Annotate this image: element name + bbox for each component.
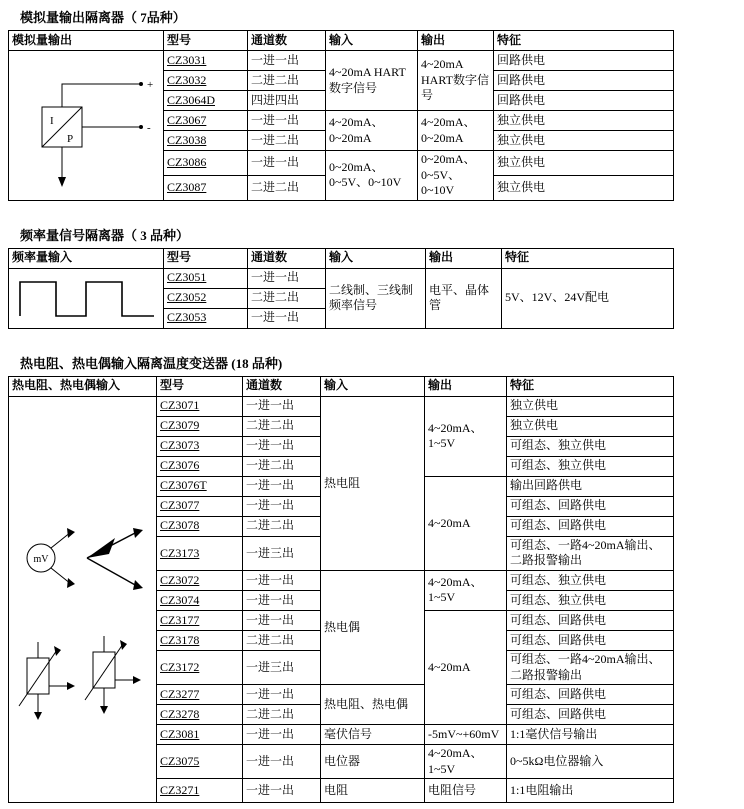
channels-cell: 二进二出 xyxy=(243,516,321,536)
t3-diagram-cell xyxy=(9,396,157,803)
model-link[interactable]: CZ3076 xyxy=(160,458,200,473)
t2-diagram-cell xyxy=(9,268,164,328)
channels-cell: 一进一出 xyxy=(243,496,321,516)
output-cell: 4~20mA xyxy=(425,476,507,570)
model-link[interactable]: CZ3081 xyxy=(160,726,200,741)
channels-cell: 一进一出 xyxy=(243,476,321,496)
model-cell xyxy=(157,536,243,570)
model-cell xyxy=(157,456,243,476)
channels-cell: 二进二出 xyxy=(248,175,326,200)
channels-cell: 二进二出 xyxy=(248,71,326,91)
model-cell xyxy=(157,630,243,650)
model-link[interactable]: CZ3277 xyxy=(160,686,200,701)
channels-cell: 一进一出 xyxy=(248,111,326,131)
model-cell xyxy=(164,71,248,91)
model-link[interactable]: CZ3031 xyxy=(167,52,207,67)
model-link[interactable]: CZ3079 xyxy=(160,418,200,433)
channels-cell: 二进二出 xyxy=(243,630,321,650)
t3-header-input: 输入 xyxy=(321,376,425,396)
frequency-table-title: 频率量信号隔离器（ 3 品种） xyxy=(20,227,190,243)
channels-cell: 一进一出 xyxy=(243,745,321,779)
output-cell: 4~20mA、1~5V xyxy=(425,570,507,610)
output-cell: 4~20mA、1~5V xyxy=(425,396,507,476)
ip-converter-diagram-icon xyxy=(12,57,160,193)
model-cell xyxy=(157,570,243,590)
temperature-transmitter-table-title: 热电阻、热电偶输入隔离温度变送器 (18 品种) xyxy=(20,355,283,371)
channels-cell: 一进一出 xyxy=(243,610,321,630)
model-cell xyxy=(157,610,243,630)
model-link[interactable]: CZ3173 xyxy=(160,545,200,560)
feature-cell: 可组态、回路供电 xyxy=(507,516,674,536)
output-cell: 4~20mA xyxy=(425,610,507,724)
feature-cell: 可组态、回路供电 xyxy=(507,496,674,516)
t1-header-col1: 模拟量输出 xyxy=(9,31,164,51)
t3-header-model: 型号 xyxy=(157,376,243,396)
channels-cell: 一进一出 xyxy=(243,725,321,745)
t2-header-col1: 频率量输入 xyxy=(9,248,164,268)
t3-header-feature: 特征 xyxy=(507,376,674,396)
frequency-signal-table xyxy=(8,248,674,329)
t2-header-channels: 通道数 xyxy=(248,248,326,268)
feature-cell: 1:1电阻输出 xyxy=(507,779,674,803)
feature-cell: 独立供电 xyxy=(507,396,674,416)
model-cell xyxy=(157,396,243,416)
input-cell: 热电阻、热电偶 xyxy=(321,685,425,725)
table-header-row xyxy=(9,248,674,268)
t2-header-model: 型号 xyxy=(164,248,248,268)
feature-cell: 1:1毫伏信号输出 xyxy=(507,725,674,745)
t1-diagram-cell xyxy=(9,51,164,201)
feature-cell: 独立供电 xyxy=(494,175,674,200)
feature-cell: 可组态、回路供电 xyxy=(507,610,674,630)
table-header-row xyxy=(9,376,674,396)
channels-cell: 一进一出 xyxy=(243,590,321,610)
model-cell xyxy=(157,650,243,684)
model-link[interactable]: CZ3076T xyxy=(160,478,207,493)
model-cell xyxy=(164,175,248,200)
input-cell: 电阻 xyxy=(321,779,425,803)
model-link[interactable]: CZ3053 xyxy=(167,310,207,325)
model-cell xyxy=(157,685,243,705)
model-cell xyxy=(164,91,248,111)
channels-cell: 一进一出 xyxy=(243,685,321,705)
feature-cell: 独立供电 xyxy=(494,151,674,176)
input-cell: 0~20mA、0~5V、0~10V xyxy=(326,151,418,201)
channels-cell: 一进二出 xyxy=(248,131,326,151)
model-link[interactable]: CZ3077 xyxy=(160,498,200,513)
model-link[interactable]: CZ3278 xyxy=(160,706,200,721)
output-cell: 电平、晶体管 xyxy=(426,268,502,328)
t1-header-input: 输入 xyxy=(326,31,418,51)
model-cell xyxy=(164,131,248,151)
input-cell: 二线制、三线制频率信号 xyxy=(326,268,426,328)
channels-cell: 一进一出 xyxy=(243,436,321,456)
output-cell: -5mV~+60mV xyxy=(425,725,507,745)
channels-cell: 一进三出 xyxy=(243,650,321,684)
svg-text:+: + xyxy=(147,79,154,92)
svg-text:-: - xyxy=(147,122,151,135)
feature-cell: 可组态、独立供电 xyxy=(507,436,674,456)
feature-cell: 可组态、回路供电 xyxy=(507,630,674,650)
model-link[interactable]: CZ3086 xyxy=(167,155,207,170)
channels-cell: 二进二出 xyxy=(243,416,321,436)
model-cell xyxy=(164,51,248,71)
t1-header-feature: 特征 xyxy=(494,31,674,51)
channels-cell: 一进二出 xyxy=(243,456,321,476)
model-link[interactable]: CZ3271 xyxy=(160,783,200,798)
input-cell: 4~20mA HART数字信号 xyxy=(326,51,418,111)
model-cell xyxy=(157,496,243,516)
model-link[interactable]: CZ3032 xyxy=(167,72,207,87)
model-link[interactable]: CZ3067 xyxy=(167,112,207,127)
output-cell: 4~20mA、0~20mA xyxy=(418,111,494,151)
svg-text:P: P xyxy=(67,133,74,146)
channels-cell: 一进一出 xyxy=(243,570,321,590)
model-cell xyxy=(157,476,243,496)
model-cell xyxy=(157,705,243,725)
model-link[interactable]: CZ3087 xyxy=(167,180,207,195)
feature-cell: 独立供电 xyxy=(507,416,674,436)
channels-cell: 一进一出 xyxy=(248,308,326,328)
analog-output-table-title: 模拟量输出隔离器（ 7品种） xyxy=(20,10,186,25)
feature-cell: 输出回路供电 xyxy=(507,476,674,496)
svg-text:I: I xyxy=(50,115,54,128)
table-row xyxy=(9,51,674,71)
feature-cell: 可组态、回路供电 xyxy=(507,685,674,705)
model-cell xyxy=(164,111,248,131)
feature-cell: 回路供电 xyxy=(494,51,674,71)
feature-cell: 回路供电 xyxy=(494,71,674,91)
model-link[interactable]: CZ3074 xyxy=(160,592,200,607)
channels-cell: 一进一出 xyxy=(243,779,321,803)
feature-cell: 5V、12V、24V配电 xyxy=(502,268,674,328)
model-cell xyxy=(157,436,243,456)
t3-header-output: 输出 xyxy=(425,376,507,396)
input-cell: 4~20mA、0~20mA xyxy=(326,111,418,151)
model-cell xyxy=(164,288,248,308)
model-cell xyxy=(157,516,243,536)
channels-cell: 一进一出 xyxy=(248,151,326,176)
feature-cell: 回路供电 xyxy=(494,91,674,111)
model-link[interactable]: CZ3051 xyxy=(167,270,207,285)
channels-cell: 二进二出 xyxy=(243,705,321,725)
feature-cell: 可组态、回路供电 xyxy=(507,705,674,725)
model-cell xyxy=(157,416,243,436)
feature-cell: 可组态、一路4~20mA输出、二路报警输出 xyxy=(507,650,674,684)
feature-cell: 独立供电 xyxy=(494,111,674,131)
input-cell: 热电阻 xyxy=(321,396,425,570)
channels-cell: 一进一出 xyxy=(248,51,326,71)
model-link[interactable]: CZ3073 xyxy=(160,438,200,453)
model-cell xyxy=(157,779,243,803)
temperature-transmitter-table xyxy=(8,376,674,804)
channels-cell: 二进二出 xyxy=(248,288,326,308)
feature-cell: 可组态、独立供电 xyxy=(507,570,674,590)
model-link[interactable]: CZ3064D xyxy=(167,92,215,107)
svg-text:mV: mV xyxy=(33,553,48,565)
temperature-sensor-symbols-icon xyxy=(13,400,153,800)
model-cell xyxy=(157,745,243,779)
model-cell xyxy=(164,151,248,176)
output-cell: 0~20mA、0~5V、0~10V xyxy=(418,151,494,201)
table-row xyxy=(9,268,674,288)
model-cell xyxy=(164,308,248,328)
model-cell xyxy=(157,725,243,745)
input-cell: 电位器 xyxy=(321,745,425,779)
model-link[interactable]: CZ3172 xyxy=(160,659,200,674)
model-link[interactable]: CZ3177 xyxy=(160,612,200,627)
model-link[interactable]: CZ3072 xyxy=(160,572,200,587)
model-link[interactable]: CZ3178 xyxy=(160,632,200,647)
feature-cell: 可组态、独立供电 xyxy=(507,456,674,476)
model-link[interactable]: CZ3078 xyxy=(160,518,200,533)
model-link[interactable]: CZ3071 xyxy=(160,398,200,413)
feature-cell: 可组态、独立供电 xyxy=(507,590,674,610)
channels-cell: 四进四出 xyxy=(248,91,326,111)
channels-cell: 一进三出 xyxy=(243,536,321,570)
output-cell: 4~20mA HART数字信号 xyxy=(418,51,494,111)
table-row xyxy=(9,396,674,416)
feature-cell: 独立供电 xyxy=(494,131,674,151)
t3-header-col1: 热电阻、热电偶输入 xyxy=(9,376,157,396)
channels-cell: 一进一出 xyxy=(243,396,321,416)
input-cell: 毫伏信号 xyxy=(321,725,425,745)
square-wave-diagram-icon xyxy=(12,270,160,326)
model-link[interactable]: CZ3052 xyxy=(167,290,207,305)
model-link[interactable]: CZ3038 xyxy=(167,132,207,147)
table-header-row xyxy=(9,31,674,51)
model-link[interactable]: CZ3075 xyxy=(160,753,200,768)
channels-cell: 一进一出 xyxy=(248,268,326,288)
feature-cell: 0~5kΩ电位器输入 xyxy=(507,745,674,779)
t2-header-output: 输出 xyxy=(426,248,502,268)
output-cell: 电阻信号 xyxy=(425,779,507,803)
t1-header-channels: 通道数 xyxy=(248,31,326,51)
t2-header-feature: 特征 xyxy=(502,248,674,268)
t2-header-input: 输入 xyxy=(326,248,426,268)
feature-cell: 可组态、一路4~20mA输出、二路报警输出 xyxy=(507,536,674,570)
t1-header-output: 输出 xyxy=(418,31,494,51)
output-cell: 4~20mA、1~5V xyxy=(425,745,507,779)
t3-header-channels: 通道数 xyxy=(243,376,321,396)
t1-header-model: 型号 xyxy=(164,31,248,51)
analog-output-table xyxy=(8,30,674,201)
model-cell xyxy=(164,268,248,288)
input-cell: 热电偶 xyxy=(321,570,425,684)
model-cell xyxy=(157,590,243,610)
